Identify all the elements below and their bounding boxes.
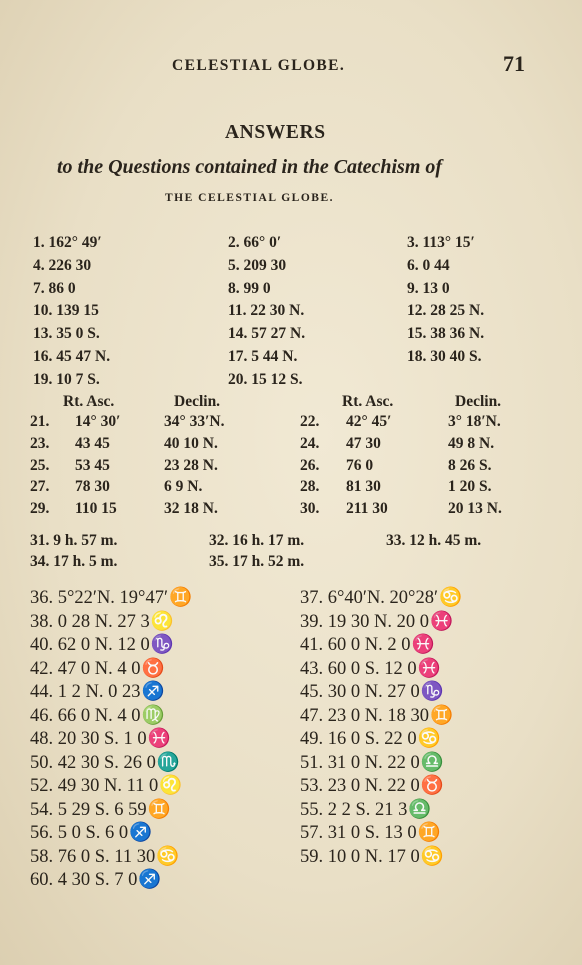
subtitle: to the Questions contained in the Catechism of [57, 156, 443, 178]
answer-entry: 6. 0 44 [407, 256, 450, 274]
answer-entry: 6 9 N. [164, 478, 203, 496]
answer-entry [30, 633, 174, 656]
answer-entry: 28. [300, 478, 320, 496]
answer-entry [300, 751, 444, 774]
answer-entry [30, 657, 165, 680]
zodiac-sign-icon: ♓ [430, 611, 454, 632]
answer-entry [30, 821, 153, 844]
answer-text: 44. 1 2 N. 0 23 [30, 682, 141, 702]
answer-entry [30, 798, 171, 821]
answer-entry: 34° 33′N. [164, 413, 225, 430]
answer-text: 48. 20 30 S. 1 0 [30, 729, 147, 749]
answer-entry: 211 30 [346, 500, 388, 518]
answer-entry: 3° 18′N. [448, 413, 501, 430]
answer-entry [300, 845, 444, 868]
answer-text: 58. 76 0 S. 11 30 [30, 846, 156, 867]
zodiac-sign-icon: ♊ [430, 705, 454, 726]
zodiac-sign-icon: ♍ [141, 705, 165, 726]
answer-entry: 24. [300, 434, 320, 452]
answer-text: 54. 5 29 S. 6 59 [30, 799, 147, 820]
answer-entry: 8 26 S. [448, 456, 492, 474]
answer-entry: 27. [30, 478, 50, 496]
answer-entry [300, 774, 444, 797]
zodiac-sign-icon: ♉ [420, 776, 444, 796]
zodiac-sign-icon: ♓ [417, 658, 441, 679]
answer-text: 51. 31 0 N. 22 0 [300, 752, 420, 773]
answer-text: 55. 2 2 S. 21 3 [300, 799, 408, 820]
answer-entry: 3. 113° 15′ [407, 234, 475, 251]
zodiac-sign-icon: ♎ [420, 752, 444, 773]
answer-entry: 12. 28 25 N. [407, 302, 485, 320]
answer-text: 38. 0 28 N. 27 3 [30, 611, 150, 632]
answer-entry: 31. 9 h. 57 m. [30, 532, 118, 549]
answer-text: 59. 10 0 N. 17 0 [300, 846, 420, 867]
answer-text: 45. 30 0 N. 27 0 [300, 682, 420, 702]
answer-entry: 42° 45′ [346, 413, 392, 430]
answer-entry [300, 704, 454, 727]
answer-entry: 32 18 N. [164, 500, 218, 518]
answer-text: 36. 5°22′N. 19°47′ [30, 588, 169, 608]
column-header: Declin. [174, 393, 221, 410]
answer-entry: 15. 38 36 N. [407, 325, 485, 343]
answer-entry [30, 868, 162, 891]
zodiac-sign-icon: ♋ [417, 729, 441, 749]
zodiac-sign-icon: ♋ [156, 846, 180, 867]
answer-text: 56. 5 0 S. 6 0 [30, 823, 129, 843]
answer-entry [30, 774, 183, 797]
answer-entry: 53 45 [75, 456, 110, 474]
zodiac-sign-icon: ♐ [141, 682, 165, 702]
answer-text: 60. 4 30 S. 7 0 [30, 870, 138, 890]
zodiac-sign-icon: ♌ [150, 611, 174, 632]
answer-text: 49. 16 0 S. 22 0 [300, 729, 417, 749]
answer-entry: 10. 139 15 [33, 302, 99, 320]
answer-entry: 17. 5 44 N. [228, 348, 298, 365]
answer-entry [300, 821, 441, 844]
answer-text: 53. 23 0 N. 22 0 [300, 776, 420, 796]
answer-entry [30, 751, 180, 774]
zodiac-sign-icon: ♓ [411, 635, 435, 655]
answer-entry: 22. [300, 413, 320, 430]
answer-text: 43. 60 0 S. 12 0 [300, 658, 417, 679]
answer-entry [300, 680, 444, 703]
answer-entry: 47 30 [346, 434, 381, 452]
answer-entry: 78 30 [75, 478, 110, 496]
answer-text: 50. 42 30 S. 26 0 [30, 752, 156, 773]
answer-entry [300, 657, 441, 680]
zodiac-sign-icon: ♋ [439, 588, 463, 608]
answer-text: 42. 47 0 N. 4 0 [30, 658, 141, 679]
page-number: 71 [503, 51, 525, 76]
answer-text: 52. 49 30 N. 11 0 [30, 776, 159, 796]
zodiac-sign-icon: ♋ [420, 846, 444, 867]
answer-entry: 5. 209 30 [228, 256, 287, 274]
answer-entry: 2. 66° 0′ [228, 234, 282, 251]
answer-entry: 43 45 [75, 434, 110, 452]
answer-entry [300, 727, 441, 750]
zodiac-sign-icon: ♓ [147, 729, 171, 749]
answer-entry [300, 633, 435, 656]
answer-entry: 29. [30, 500, 50, 518]
answer-entry [30, 610, 174, 633]
answer-entry [300, 798, 432, 821]
answer-entry: 1 20 S. [448, 478, 492, 496]
answer-text: 41. 60 0 N. 2 0 [300, 635, 411, 655]
zodiac-sign-icon: ♊ [169, 588, 193, 608]
answer-entry: 9. 13 0 [407, 279, 450, 297]
answer-entry: 25. [30, 456, 50, 474]
answer-entry: 1. 162° 49′ [33, 234, 102, 251]
answer-entry: 110 15 [75, 500, 117, 518]
answer-entry [300, 610, 454, 633]
answer-entry: 20 13 N. [448, 500, 502, 518]
answer-entry: 49 8 N. [448, 434, 495, 452]
zodiac-sign-icon: ♏ [156, 752, 180, 773]
answer-entry: 23. [30, 434, 50, 452]
subtitle-globe: THE CELESTIAL GLOBE. [165, 192, 335, 204]
answer-entry: 8. 99 0 [228, 279, 271, 297]
answer-entry: 14. 57 27 N. [228, 325, 306, 343]
zodiac-sign-icon: ♉ [141, 658, 165, 679]
zodiac-sign-icon: ♐ [138, 870, 162, 890]
answer-entry [30, 845, 180, 868]
answer-text: 57. 31 0 S. 13 0 [300, 823, 417, 843]
column-header: Rt. Asc. [63, 393, 115, 410]
zodiac-sign-icon: ♐ [129, 823, 153, 843]
column-header: Declin. [455, 393, 502, 410]
answer-entry: 19. 10 7 S. [33, 370, 100, 388]
answer-entry: 33. 12 h. 45 m. [386, 532, 482, 549]
answer-entry: 23 28 N. [164, 456, 218, 474]
column-header: Rt. Asc. [342, 393, 394, 410]
answer-entry: 26. [300, 456, 320, 474]
answer-entry: 16. 45 47 N. [33, 348, 111, 365]
answer-entry: 32. 16 h. 17 m. [209, 532, 305, 549]
answer-entry: 11. 22 30 N. [228, 302, 305, 320]
answer-entry [30, 727, 171, 750]
answer-entry: 13. 35 0 S. [33, 325, 100, 343]
answer-text: 37. 6°40′N. 20°28′ [300, 588, 439, 608]
answer-entry: 30. [300, 500, 320, 518]
zodiac-sign-icon: ♌ [159, 776, 183, 796]
answer-text: 39. 19 30 N. 20 0 [300, 611, 429, 632]
answer-entry: 14° 30′ [75, 413, 121, 430]
answer-entry [30, 704, 165, 727]
answer-entry: 4. 226 30 [33, 256, 92, 274]
answer-entry: 76 0 [346, 456, 374, 474]
section-heading: ANSWERS [225, 122, 326, 143]
answer-entry: 20. 15 12 S. [228, 370, 303, 388]
zodiac-sign-icon: ♊ [147, 799, 171, 820]
answer-entry [300, 586, 463, 609]
answer-entry: 35. 17 h. 52 m. [209, 553, 305, 570]
zodiac-sign-icon: ♎ [408, 799, 432, 820]
running-header: CELESTIAL GLOBE. [172, 57, 346, 74]
answer-entry: 21. [30, 413, 50, 430]
answer-entry: 81 30 [346, 478, 381, 496]
answer-text: 40. 62 0 N. 12 0 [30, 635, 150, 655]
answer-entry: 7. 86 0 [33, 279, 76, 297]
answer-entry: 40 10 N. [164, 434, 218, 452]
answer-entry [30, 586, 193, 609]
answer-text: 46. 66 0 N. 4 0 [30, 705, 141, 726]
zodiac-sign-icon: ♊ [417, 823, 441, 843]
answer-entry: 34. 17 h. 5 m. [30, 553, 118, 570]
zodiac-sign-icon: ♑ [420, 682, 444, 702]
answer-entry: 18. 30 40 S. [407, 348, 482, 365]
answer-text: 47. 23 0 N. 18 30 [300, 705, 429, 726]
zodiac-sign-icon: ♑ [150, 635, 174, 655]
answer-entry [30, 680, 165, 703]
